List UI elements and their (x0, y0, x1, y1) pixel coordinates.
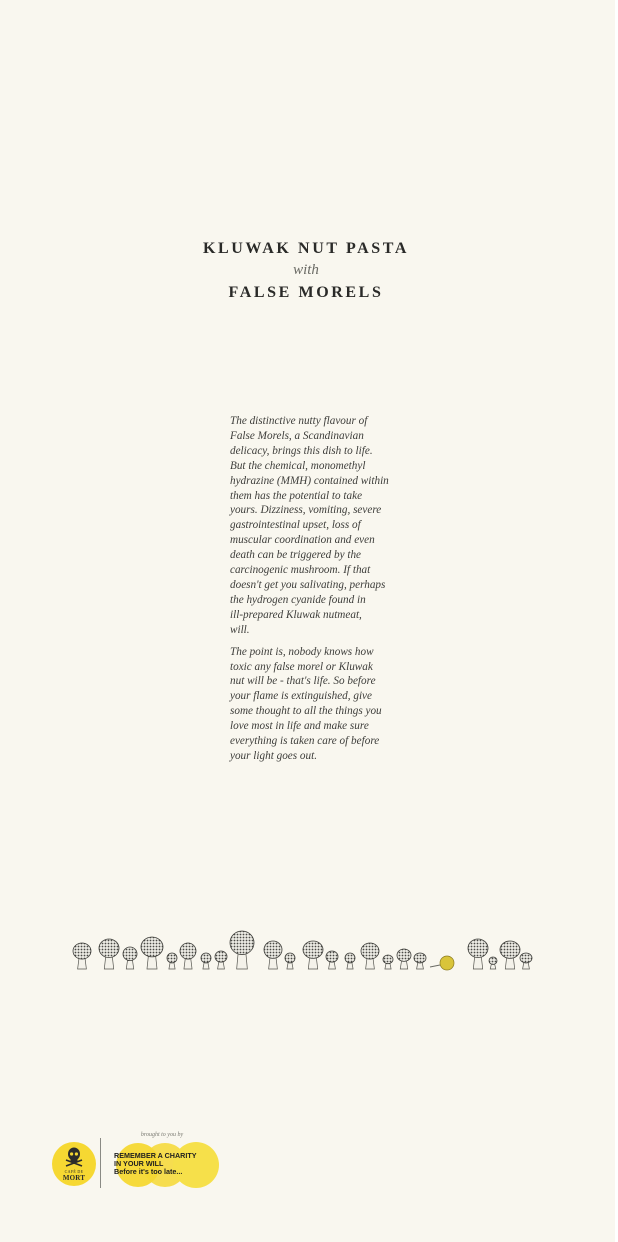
charity-line-1: REMEMBER A CHARITY (114, 1151, 197, 1160)
text-line: everything is taken care of before (230, 735, 380, 748)
cafe-logo (52, 1142, 96, 1186)
skull-icon (63, 1146, 85, 1168)
text-line: nut will be - that's life. So before (230, 675, 376, 688)
morel-mushroom (414, 953, 426, 969)
text-line: muscular coordination and even (230, 534, 375, 547)
morel-mushroom (468, 939, 488, 969)
morel-mushroom (397, 949, 411, 969)
kluwak-nut (430, 956, 454, 970)
text-line: The point is, nobody knows how (230, 645, 374, 658)
morel-mushroom (201, 953, 211, 969)
text-line: will. (230, 623, 250, 636)
morel-mushroom (326, 951, 338, 969)
text-line: delicacy, brings this dish to life. (230, 444, 373, 457)
morel-mushroom (520, 953, 532, 969)
morel-mushroom (215, 951, 227, 969)
title-connector: with (293, 262, 319, 278)
title-line-1: KLUWAK NUT PASTA (202, 240, 410, 257)
charity-line-2: IN YOUR WILL (114, 1159, 164, 1169)
text-line: gastrointestinal upset, loss of (230, 519, 361, 532)
text-line: your flame is extinguished, give (230, 690, 372, 703)
text-line: them has the potential to take (230, 489, 363, 502)
text-line: But the chemical, monomethyl (230, 459, 366, 472)
text-line: the hydrogen cyanide found in (230, 593, 366, 606)
body-copy (230, 414, 389, 771)
morel-mushroom (167, 953, 177, 969)
morel-mushroom (180, 943, 196, 969)
title-line-2: FALSE MORELS (228, 284, 384, 301)
morel-mushroom (285, 953, 295, 969)
morel-mushroom (500, 941, 520, 969)
morel-mushroom (141, 937, 163, 969)
text-line: carcinogenic mushroom. If that (230, 564, 371, 577)
text-line: hydrazine (MMH) contained within (230, 474, 389, 487)
morel-mushroom (73, 943, 91, 969)
recipe-title (0, 240, 612, 302)
morel-mushroom (99, 939, 119, 969)
morel-mushroom (345, 953, 355, 969)
morel-mushroom (489, 957, 497, 969)
paragraph-1 (230, 414, 389, 638)
text-line: love most in life and make sure (230, 720, 369, 733)
morel-mushroom (264, 941, 282, 969)
charity-slogan (114, 1152, 197, 1177)
text-line: your light goes out. (230, 749, 318, 762)
morel-mushroom (383, 955, 393, 969)
mushroom-illustration (68, 915, 538, 977)
morel-mushroom (123, 947, 137, 969)
morel-mushroom (303, 941, 323, 969)
paragraph-2 (230, 645, 386, 764)
text-line: The distinctive nutty flavour of (230, 415, 368, 427)
text-line: death can be triggered by the (230, 549, 361, 562)
text-line: ill-prepared Kluwak nutmeat, (230, 608, 362, 621)
text-line: toxic any false morel or Kluwak (230, 660, 373, 673)
morel-mushroom (230, 931, 254, 969)
charity-line-3: Before it's too late... (114, 1167, 183, 1177)
brought-by-label: brought to you by (140, 1132, 184, 1138)
text-line: yours. Dizziness, vomiting, severe (230, 504, 382, 517)
footer-branding (50, 1132, 230, 1192)
morel-mushroom (361, 943, 379, 969)
logo-small-text: CAFÉ DE (64, 1169, 84, 1174)
logo-name: MORT (62, 1174, 86, 1182)
text-line: doesn't get you salivating, perhaps (230, 578, 386, 591)
text-line: False Morels, a Scandinavian (230, 429, 364, 442)
text-line: some thought to all the things you (230, 705, 382, 718)
footer-divider (100, 1138, 101, 1188)
